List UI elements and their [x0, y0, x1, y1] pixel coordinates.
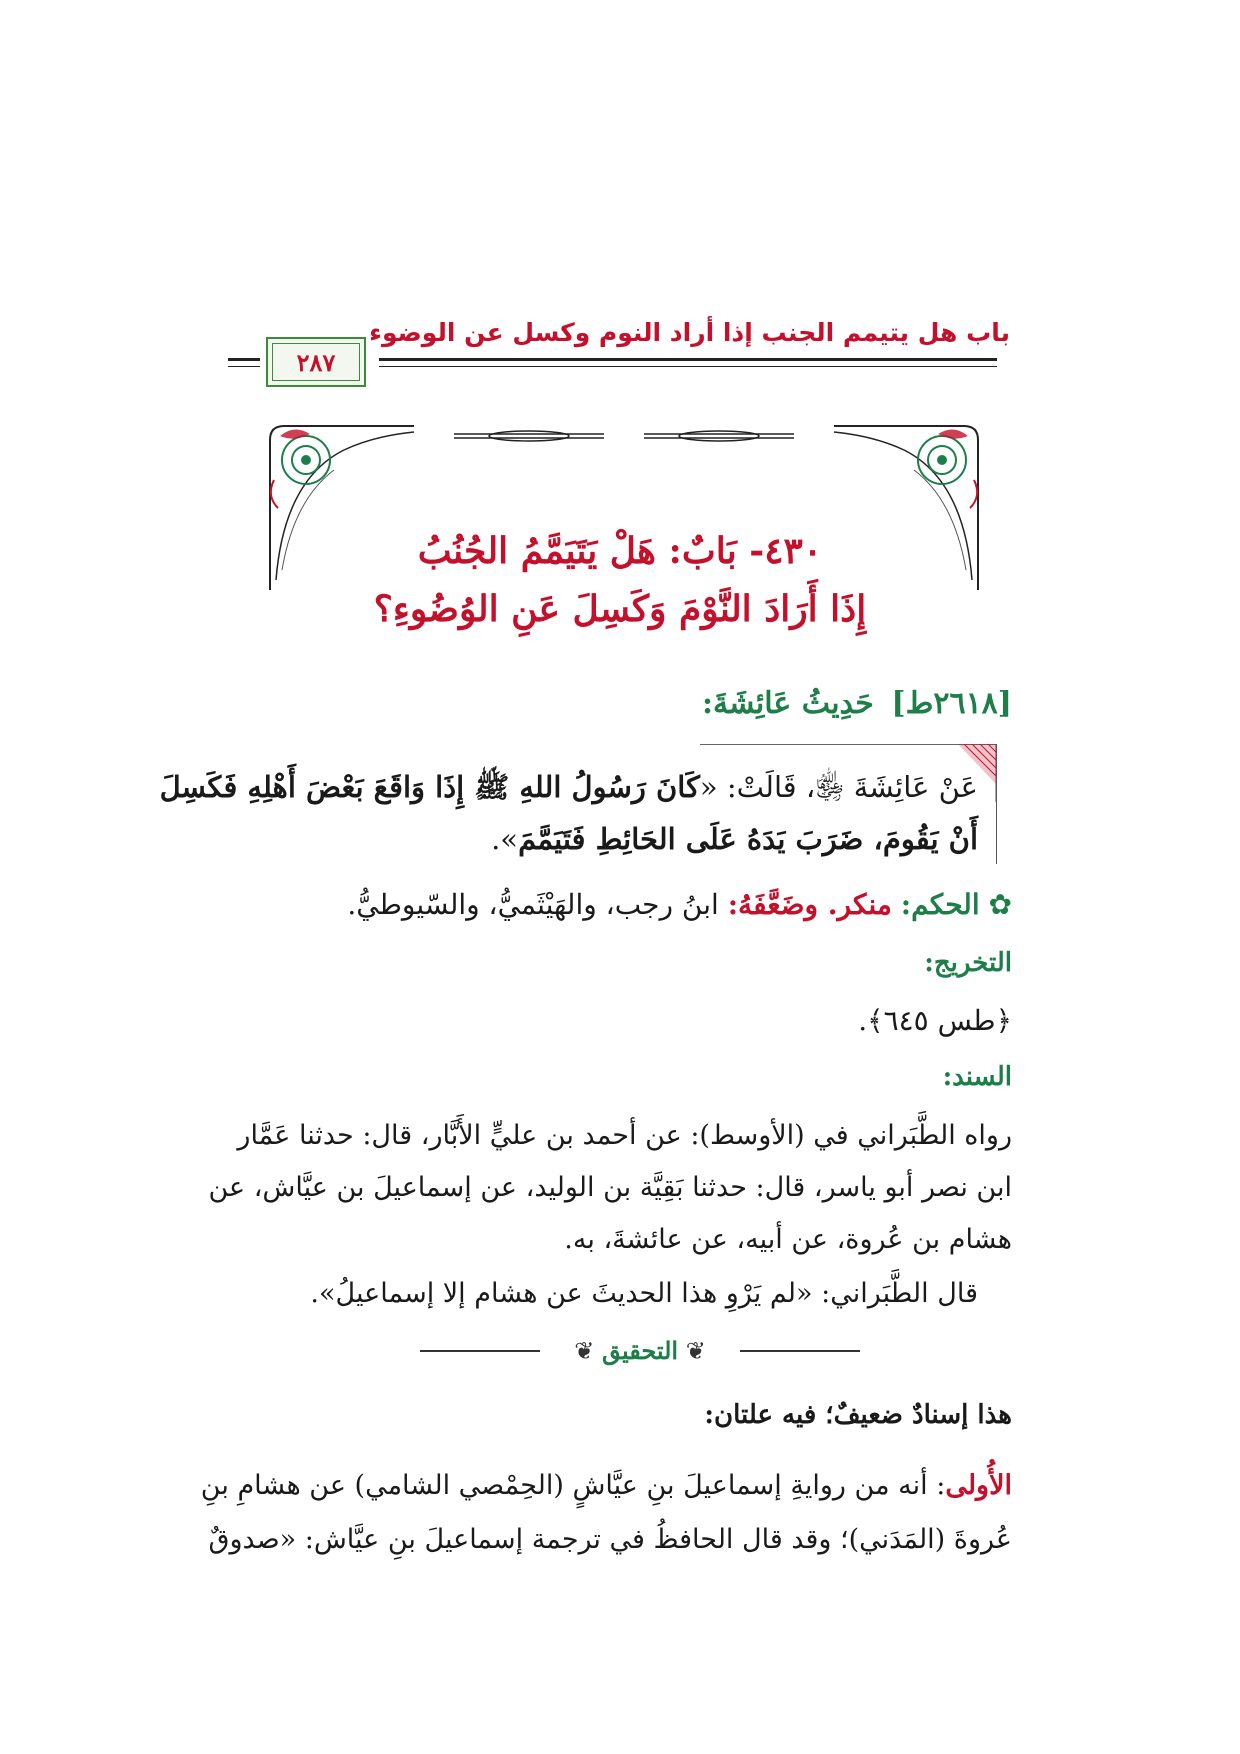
- tahqiq-first-line-2: عُروةَ (المَدَني)؛ وقد قال الحافظُ في ترجمة إسماعيلَ بنِ عيَّاش: «صدوقٌ: [208, 1524, 1012, 1555]
- page-number-box: [266, 337, 366, 387]
- hadith-narrator: عَنْ عَائِشَةَ ﵂، قَالَتْ: «: [699, 770, 978, 804]
- tahqiq-heading-text: التحقيق: [601, 1336, 679, 1365]
- running-header-title: باب هل يتيمم الجنب إذا أراد النوم وكسل عن الوضوء: [369, 318, 1010, 347]
- hadith-box-top-rule: [700, 744, 996, 745]
- sanad-line-3: هشام بن عُروة، عن أبيه، عن عائشةَ، به.: [564, 1224, 1012, 1255]
- hadith-ref: [٢٦١٨ط]: [891, 686, 1012, 721]
- sanad-line-1: رواه الطَّبَراني في (الأوسط): عن أحمد بن عليٍّ الأَبَّار، قال: حدثنا عَمَّار: [237, 1120, 1012, 1151]
- header-rule: [379, 358, 997, 361]
- hadith-heading: [702, 686, 1012, 721]
- sanad-line-4: قال الطَّبَراني: «لم يَرْوِ هذا الحديثَ عن هشام إلا إسماعيلُ».: [310, 1278, 978, 1309]
- tahqiq-rule-left: [420, 1350, 540, 1352]
- hadith-title: حَدِيثُ عَائِشَةَ:: [701, 686, 874, 721]
- page-number: ٢٨٧: [296, 347, 336, 377]
- tahqiq-first-line-1: [201, 1470, 1012, 1501]
- top-scroll-ornament-icon: [454, 431, 794, 441]
- tahqiq-intro: هذا إسنادٌ ضعيفٌ؛ فيه علتان:: [704, 1400, 1012, 1430]
- ruling-label: الحكم:: [900, 888, 980, 921]
- ruling-weakeners: ابنُ رجب، والهَيْثَميُّ، والسّيوطيُّ.: [347, 888, 719, 921]
- tahqiq-flourish-left-icon: ❦: [574, 1337, 595, 1365]
- tahqiq-flourish-right-icon: ❦: [685, 1337, 706, 1365]
- hadith-box-right-rule: [996, 744, 997, 864]
- sanad-label: السند:: [942, 1062, 1012, 1092]
- hadith-matn-2: أَنْ يَقُومَ، ضَرَبَ يَدَهُ عَلَى الحَائِطِ فَتَيَمَّمَ: [518, 822, 978, 856]
- chapter-title-line-2: إِذَا أَرَادَ النَّوْمَ وَكَسِلَ عَنِ الوُضُوءِ؟: [373, 588, 867, 630]
- takhrij-value: ﴿طس ٦٤٥﴾.: [858, 1004, 1012, 1037]
- tahqiq-heading: [540, 1336, 740, 1365]
- header-rule-left: [228, 358, 260, 361]
- chapter-title-line-1: ٤٣٠- بَابٌ: هَلْ يَتَيَمَّمُ الجُنُبُ: [417, 530, 823, 572]
- hadith-matn-1: كَانَ رَسُولُ اللهِ ﷺ إِذَا وَاقَعَ بَعْضَ أَهْلِهِ فَكَسِلَ: [159, 770, 700, 804]
- header-rule-left-thin: [228, 366, 260, 367]
- hadith-matn-end: ».: [491, 822, 519, 856]
- chapter-frame-ornament: [264, 420, 984, 600]
- first-defect-label: الأُولى: [945, 1470, 1012, 1501]
- first-defect-text: : أنه من روايةِ إسماعيلَ بنِ عيَّاشٍ (الحِمْصي الشامي) عن هشامِ بنِ: [200, 1470, 946, 1501]
- hadith-text-line-1: [160, 770, 978, 812]
- tahqiq-rule-right: [740, 1350, 860, 1352]
- takhrij-label: التخريج:: [924, 948, 1012, 978]
- ruling-value: منكر. وضَعَّفَهُ:: [727, 888, 892, 921]
- hadith-text-line-2: [491, 822, 978, 856]
- ruling-bullet-icon: ✿: [988, 888, 1012, 921]
- ruling-line: [347, 888, 1012, 921]
- header-rule-thin: [379, 366, 997, 367]
- sanad-line-2: ابن نصر أبو ياسر، قال: حدثنا بَقِيَّة بن الوليد، عن إسماعيلَ بن عيَّاش، عن: [208, 1172, 1012, 1203]
